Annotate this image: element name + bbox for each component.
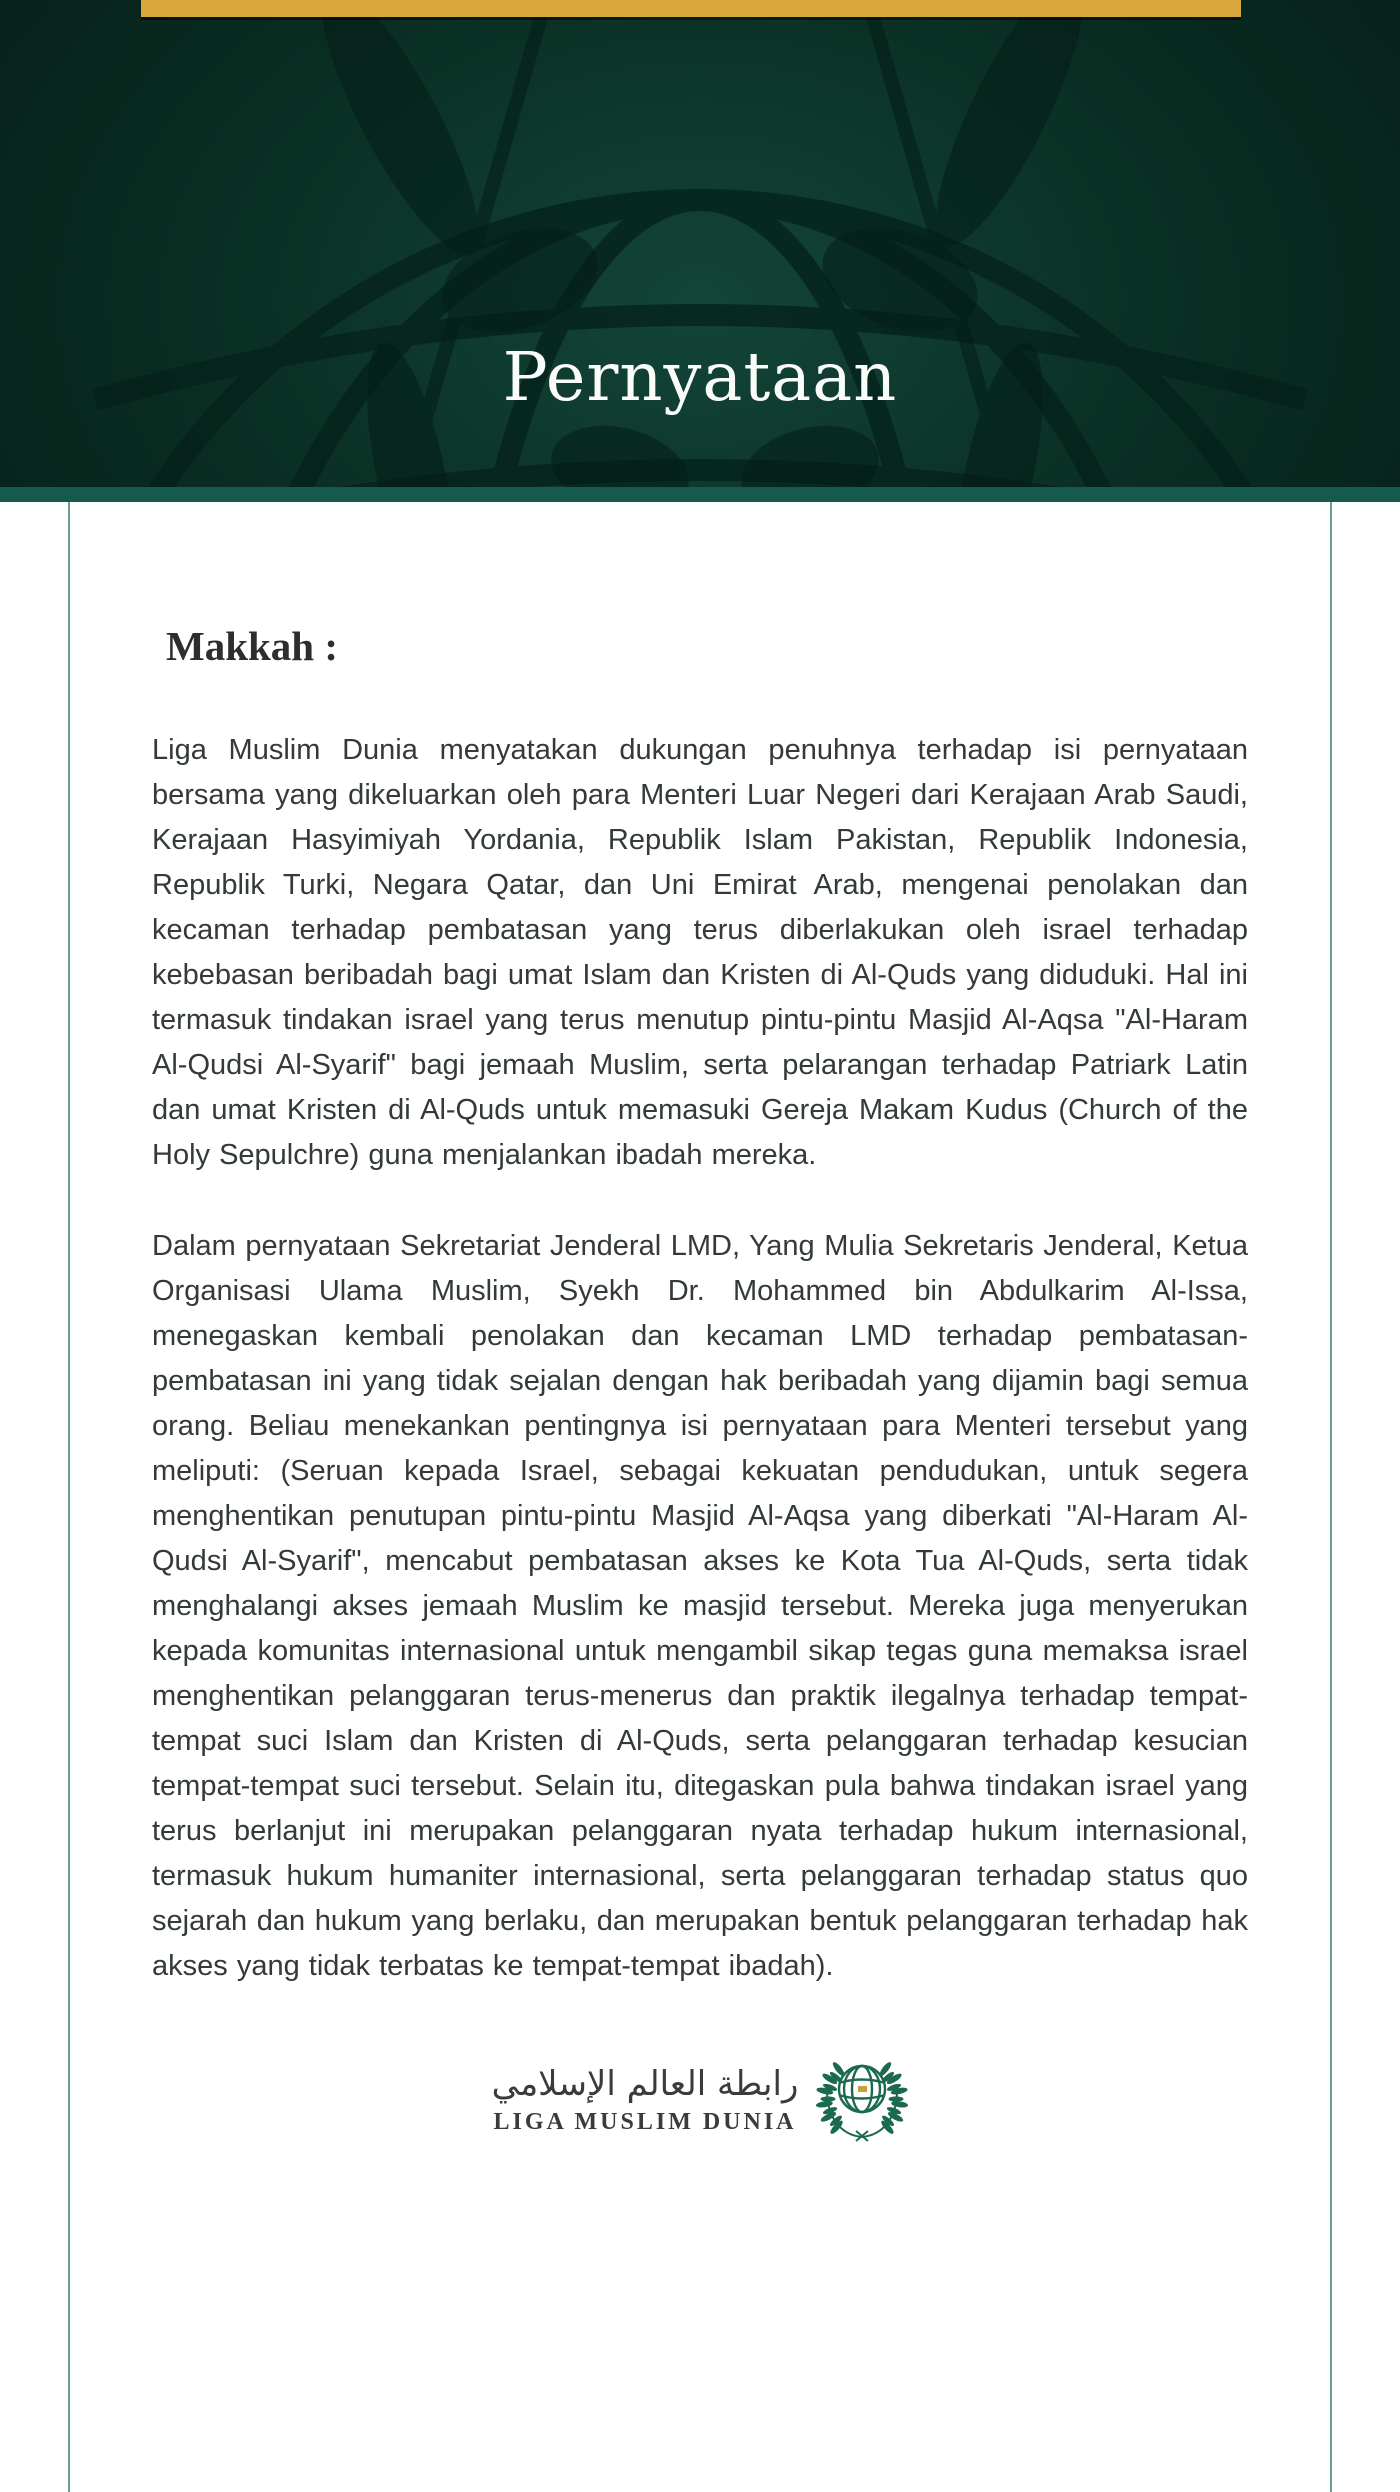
laurel-globe-emblem-icon xyxy=(816,2051,908,2147)
page-title: Pernyataan xyxy=(502,338,898,416)
teal-divider-band xyxy=(0,487,1400,502)
organization-logo xyxy=(152,2051,1248,2147)
logo-organization-name: LIGA MUSLIM DUNIA xyxy=(493,2108,797,2135)
statement-card xyxy=(68,502,1332,2492)
location-heading: Makkah : xyxy=(166,623,339,669)
page-header xyxy=(0,0,1400,487)
logo-text-block xyxy=(492,2062,799,2135)
statement-paragraph-2: Dalam pernyataan Sekretariat Jenderal LMD, Yang Mulia Sekretaris Jenderal, Ketua Organisasi Ulama Muslim, Syekh Dr. Mohammed bin Abdulkarim Al-Issa, menegaskan kembali penolakan dan kecaman LMD terhadap pembatasan-pembatasan ini yang tidak sejalan dengan hak beribadah yang dijamin bagi semua orang. Beliau menekankan pentingnya isi pernyataan para Menteri tersebut yang meliputi: (Seruan kepada Israel, sebagai kekuatan pendudukan, untuk segera menghentikan penutupan pintu-pintu Masjid Al-Aqsa yang diberkati "Al-Haram Al-Qudsi Al-Syarif", mencabut pembatasan akses ke Kota Tua Al-Quds, serta tidak menghalangi akses jemaah Muslim ke masjid tersebut. Mereka juga menyerukan kepada komunitas internasional untuk mengambil sikap tegas guna memaksa israel menghentikan pelanggaran terus-menerus dan praktik ilegalnya terhadap tempat-tempat suci Islam dan Kristen di Al-Quds, serta pelanggaran terhadap kesucian tempat-tempat suci tersebut. Selain itu, ditegaskan pula bahwa tindakan israel yang terus berlanjut ini merupakan pelanggaran nyata terhadap hukum internasional, termasuk hukum humaniter internasional, serta pelanggaran terhadap status quo sejarah dan hukum yang berlaku, dan merupakan bentuk pelanggaran terhadap hak akses yang tidak terbatas ke tempat-tempat ibadah). xyxy=(152,1230,1248,1982)
gold-accent-bar xyxy=(141,0,1241,17)
logo-arabic-calligraphy: رابطة العالم الإسلامي xyxy=(491,2064,799,2105)
statement-paragraph-1: Liga Muslim Dunia menyatakan dukungan penuhnya terhadap isi pernyataan bersama yang dikeluarkan oleh para Menteri Luar Negeri dari Kerajaan Arab Saudi, Kerajaan Hasyimiyah Yordania, Republik Islam Pakistan, Republik Indonesia, Republik Turki, Negara Qatar, dan Uni Emirat Arab, mengenai penolakan dan kecaman terhadap pembatasan yang terus diberlakukan oleh israel terhadap kebebasan beribadah bagi umat Islam dan Kristen di Al-Quds yang diduduki. Hal ini termasuk tindakan israel yang terus menutup pintu-pintu Masjid Al-Aqsa "Al-Haram Al-Qudsi Al-Syarif" bagi jemaah Muslim, serta pelarangan terhadap Patriark Latin dan umat Kristen di Al-Quds untuk memasuki Gereja Makam Kudus (Church of the Holy Sepulchre) guna menjalankan ibadah mereka. xyxy=(152,734,1248,1171)
